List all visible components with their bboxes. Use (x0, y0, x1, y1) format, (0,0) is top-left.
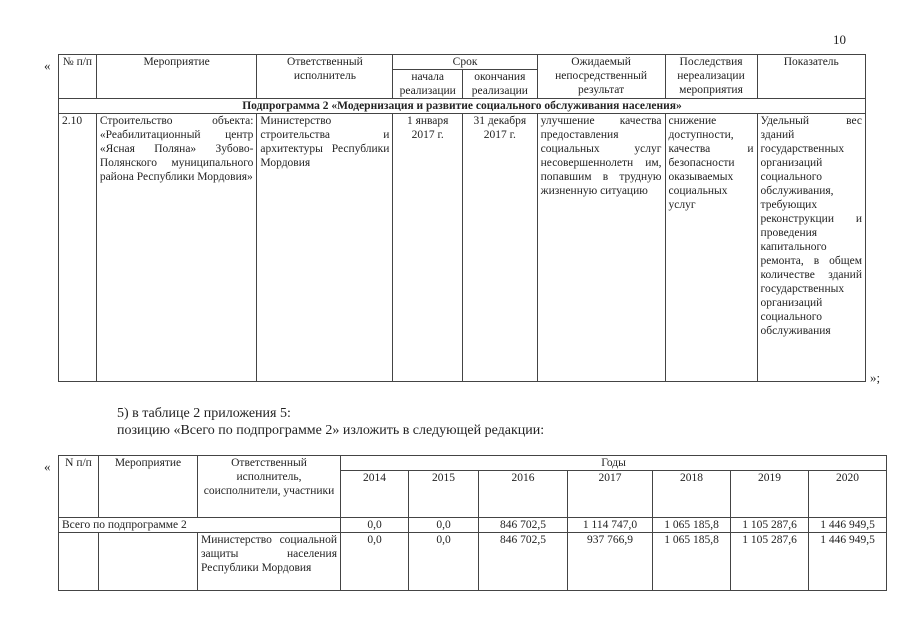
t2-header-activity: Мероприятие (99, 456, 198, 518)
row-responsible: Министерство строительства и архитектуры Республики Мордовия (257, 114, 393, 382)
year-2019: 2019 (731, 471, 809, 518)
row-start: 1 января 2017 г. (393, 114, 463, 382)
year-2017: 2017 (568, 471, 653, 518)
header-term-end: окончания реализации (462, 70, 537, 99)
total-2020: 1 446 949,5 (809, 518, 887, 533)
year-2020: 2020 (809, 471, 887, 518)
table-row (59, 518, 887, 533)
header-activity: Мероприятие (96, 55, 257, 99)
header-term-start: начала реализации (393, 70, 463, 99)
total-2016: 846 702,5 (479, 518, 568, 533)
ministry-num (59, 533, 99, 591)
amendment-line-1: 5) в таблице 2 приложения 5: (117, 406, 291, 421)
total-2018: 1 065 185,8 (653, 518, 731, 533)
table-row (59, 533, 887, 591)
ministry-activity (99, 533, 198, 591)
row-end: 31 декабря 2017 г. (462, 114, 537, 382)
amendment-line-2: позицию «Всего по подпрограмме 2» изложить в следующей редакции: (117, 423, 545, 438)
ministry-2020: 1 446 949,5 (809, 533, 887, 591)
t2-header-years: Годы (341, 456, 887, 471)
header-num: № п/п (59, 55, 97, 99)
ministry-2014: 0,0 (341, 533, 409, 591)
ministry-executor: Министерство социальной защиты населения Республики Мордовия (198, 533, 341, 591)
table1-open-quote: « (44, 58, 51, 73)
ministry-2016: 846 702,5 (479, 533, 568, 591)
ministry-2015: 0,0 (409, 533, 479, 591)
header-responsible: Ответственный исполнитель (257, 55, 393, 99)
row-expected: улучшение качества предоставления социальных услуг несовершеннолетн им, попавшим в трудную жизненную ситуацию (537, 114, 665, 382)
activities-table (58, 54, 866, 382)
subprogram-title: Подпрограмма 2 «Модернизация и развитие социального обслуживания населения» (59, 99, 866, 114)
ministry-2018: 1 065 185,8 (653, 533, 731, 591)
total-2017: 1 114 747,0 (568, 518, 653, 533)
row-consequences: снижение доступности, качества и безопасности оказываемых социальных услуг (665, 114, 757, 382)
table1-close-quote: »; (870, 370, 881, 385)
row-num: 2.10 (59, 114, 97, 382)
year-2016: 2016 (479, 471, 568, 518)
row-indicator: Удельный вес зданий государственных организаций социального обслуживания, требующих реконструкции и проведения капитального ремонта, в общем количестве зданий государственных организаций социального обслуживания (757, 114, 865, 382)
header-expected: Ожидаемый непосредственный результат (537, 55, 665, 99)
t2-header-responsible: Ответственный исполнитель, соисполнители, участники (198, 456, 341, 518)
total-label: Всего по подпрограмме 2 (59, 518, 341, 533)
total-2014: 0,0 (341, 518, 409, 533)
total-2015: 0,0 (409, 518, 479, 533)
row-activity: Строительство объекта: «Реабилитационный центр «Ясная Поляна» Зубово-Полянского муниципального района Республики Мордовия» (96, 114, 257, 382)
ministry-2017: 937 766,9 (568, 533, 653, 591)
total-2019: 1 105 287,6 (731, 518, 809, 533)
year-2018: 2018 (653, 471, 731, 518)
header-term: Срок (393, 55, 537, 70)
year-2015: 2015 (409, 471, 479, 518)
year-2014: 2014 (341, 471, 409, 518)
table2-open-quote: « (44, 459, 51, 474)
funding-table (58, 455, 887, 591)
table-row (59, 114, 866, 382)
header-indicator: Показатель (757, 55, 865, 99)
t2-header-num: N п/п (59, 456, 99, 518)
ministry-2019: 1 105 287,6 (731, 533, 809, 591)
header-consequences: Последствия нереализации мероприятия (665, 55, 757, 99)
page-number: 10 (833, 32, 846, 47)
